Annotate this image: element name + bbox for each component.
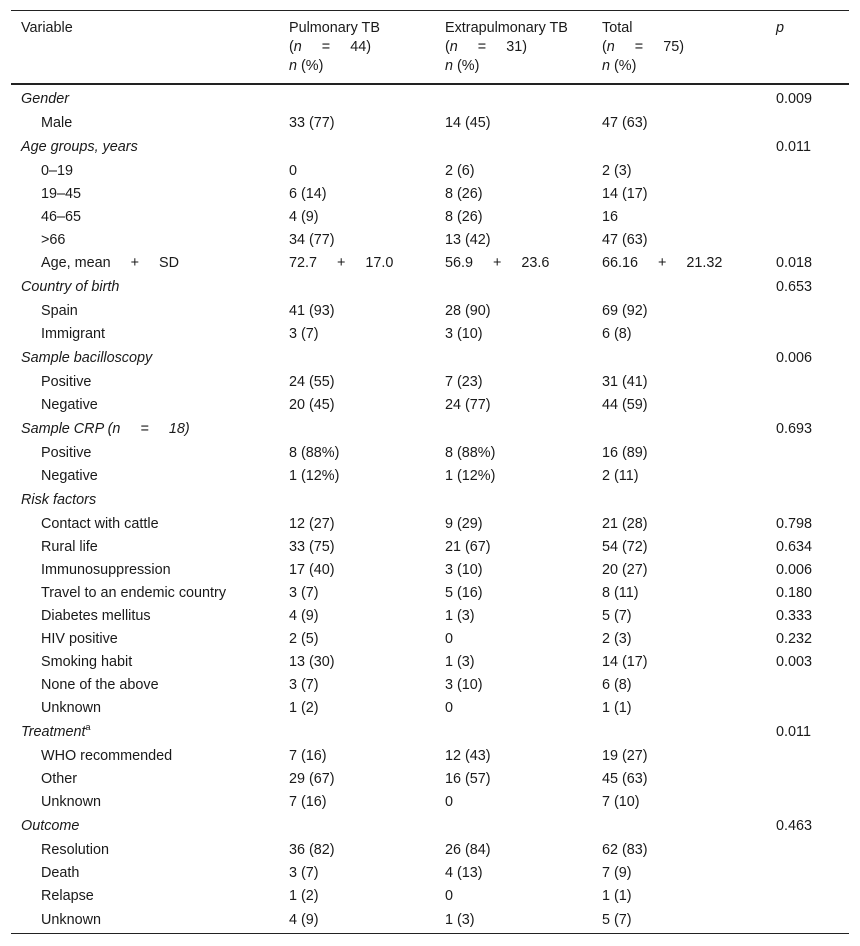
table-row <box>11 371 849 394</box>
cell-p-value <box>766 394 849 417</box>
row-label: Diabetes mellitus <box>41 608 151 624</box>
cell-total <box>592 135 766 160</box>
cell-pulmonary <box>279 720 435 745</box>
table-row <box>11 323 849 346</box>
cell-pulmonary <box>279 814 435 839</box>
cell-pulmonary: 2 (5) <box>289 631 319 647</box>
row-label: Treatment$^a$ <box>21 722 91 740</box>
cell-total <box>592 275 766 300</box>
cell-total <box>592 814 766 839</box>
cell-extrapulmonary: 0 <box>445 888 454 904</box>
cell-p-value: 0.798 <box>776 516 813 532</box>
section-row <box>11 417 849 442</box>
table-row <box>11 697 849 720</box>
cell-total: 21 (28) <box>602 516 648 532</box>
cell-total: 7 (10) <box>602 794 640 810</box>
table-row <box>11 628 849 651</box>
row-label: Rural life <box>41 539 98 555</box>
cell-extrapulmonary <box>435 720 592 745</box>
cell-pulmonary: 0 <box>289 163 298 179</box>
cell-pulmonary: 1 (2) <box>289 700 319 716</box>
row-label: Death <box>41 865 80 881</box>
row-label: WHO recommended <box>41 748 173 764</box>
cell-total: 16 (89) <box>602 445 648 461</box>
cell-extrapulmonary: 56.9 + 23.6 <box>445 255 550 271</box>
cell-p-value: 0.634 <box>776 539 813 555</box>
table-container <box>11 10 849 934</box>
cell-pulmonary: 1 (12%) <box>289 468 340 484</box>
cell-extrapulmonary: 28 (90) <box>445 303 491 319</box>
cell-extrapulmonary <box>435 135 592 160</box>
row-label: Contact with cattle <box>41 516 159 532</box>
row-label: Travel to an endemic country <box>41 585 227 601</box>
cell-extrapulmonary: 16 (57) <box>445 771 491 787</box>
table-row <box>11 605 849 628</box>
section-row <box>11 84 849 112</box>
cell-pulmonary: 24 (55) <box>289 374 335 390</box>
cell-p-value <box>766 442 849 465</box>
cell-total: 69 (92) <box>602 303 648 319</box>
table-row <box>11 839 849 862</box>
table-row <box>11 791 849 814</box>
cell-p-value <box>766 112 849 135</box>
cell-total <box>592 720 766 745</box>
section-row <box>11 346 849 371</box>
cell-p-value: 0.006 <box>776 562 813 578</box>
row-label: Gender <box>21 91 69 107</box>
tb-characteristics-table <box>11 10 849 934</box>
section-row <box>11 488 849 513</box>
cell-pulmonary: 8 (88%) <box>289 445 340 461</box>
cell-pulmonary <box>279 135 435 160</box>
cell-extrapulmonary: 7 (23) <box>445 374 483 390</box>
cell-total: 19 (27) <box>602 748 648 764</box>
row-label: 0–19 <box>41 163 74 179</box>
table-row <box>11 465 849 488</box>
cell-pulmonary: 29 (67) <box>289 771 335 787</box>
cell-p-value: 0.333 <box>776 608 813 624</box>
row-label: Country of birth <box>21 279 120 295</box>
row-label: Other <box>41 771 77 787</box>
row-label: HIV positive <box>41 631 118 647</box>
header-extrapulmonary <box>435 11 592 85</box>
cell-total: 5 (7) <box>602 912 632 928</box>
header-row <box>11 11 849 85</box>
cell-total: 45 (63) <box>602 771 648 787</box>
cell-pulmonary: 12 (27) <box>289 516 335 532</box>
cell-extrapulmonary: 1 (12%) <box>445 468 496 484</box>
table-body <box>11 84 849 934</box>
cell-pulmonary <box>279 488 435 513</box>
cell-extrapulmonary: 0 <box>445 631 454 647</box>
header-total <box>592 11 766 85</box>
cell-pulmonary: 3 (7) <box>289 585 319 601</box>
cell-extrapulmonary: 8 (26) <box>445 209 483 225</box>
cell-pulmonary <box>279 417 435 442</box>
header-extrapulmonary-label: Extrapulmonary TB <box>445 20 568 36</box>
cell-extrapulmonary: 4 (13) <box>445 865 483 881</box>
table-row <box>11 252 849 275</box>
cell-total <box>592 417 766 442</box>
cell-extrapulmonary: 0 <box>445 700 454 716</box>
cell-total: 14 (17) <box>602 654 648 670</box>
cell-p-value: 0.009 <box>776 91 813 107</box>
cell-p-value <box>766 745 849 768</box>
header-total-pct: n (%) <box>602 58 637 74</box>
table-row <box>11 908 849 934</box>
table-row <box>11 394 849 417</box>
section-row <box>11 135 849 160</box>
cell-p-value <box>766 183 849 206</box>
cell-pulmonary <box>279 84 435 112</box>
cell-extrapulmonary <box>435 84 592 112</box>
cell-pulmonary: 17 (40) <box>289 562 335 578</box>
table-row <box>11 300 849 323</box>
row-label: Immunosuppression <box>41 562 171 578</box>
cell-pulmonary: 3 (7) <box>289 865 319 881</box>
cell-total: 7 (9) <box>602 865 632 881</box>
row-label: Outcome <box>21 818 80 834</box>
table-row <box>11 885 849 908</box>
table-row <box>11 674 849 697</box>
cell-total: 1 (1) <box>602 700 632 716</box>
row-label: Spain <box>41 303 78 319</box>
cell-p-value <box>766 839 849 862</box>
table-row <box>11 559 849 582</box>
cell-p-value <box>766 206 849 229</box>
section-row <box>11 814 849 839</box>
row-label: 46–65 <box>41 209 82 225</box>
cell-extrapulmonary: 14 (45) <box>445 115 491 131</box>
row-label: Resolution <box>41 842 109 858</box>
cell-total <box>592 488 766 513</box>
header-total-n: (n = 75) <box>602 39 684 55</box>
row-label: Unknown <box>41 912 101 928</box>
cell-extrapulmonary: 1 (3) <box>445 654 475 670</box>
table-row <box>11 651 849 674</box>
cell-total: 54 (72) <box>602 539 648 555</box>
cell-p-value: 0.232 <box>776 631 813 647</box>
cell-extrapulmonary: 0 <box>445 794 454 810</box>
cell-p-value <box>766 768 849 791</box>
cell-total: 1 (1) <box>602 888 632 904</box>
cell-p-value <box>766 160 849 183</box>
table-row <box>11 229 849 252</box>
cell-pulmonary: 3 (7) <box>289 326 319 342</box>
cell-p-value: 0.693 <box>776 421 813 437</box>
cell-pulmonary: 72.7 + 17.0 <box>289 255 394 271</box>
section-row <box>11 275 849 300</box>
cell-p-value: 0.006 <box>776 350 813 366</box>
header-extrapulmonary-pct: n (%) <box>445 58 480 74</box>
cell-extrapulmonary <box>435 275 592 300</box>
cell-total: 6 (8) <box>602 326 632 342</box>
table-header <box>11 11 849 85</box>
header-pulmonary-n: (n = 44) <box>289 39 371 55</box>
section-row <box>11 720 849 745</box>
cell-pulmonary: 33 (77) <box>289 115 335 131</box>
cell-pulmonary: 4 (9) <box>289 209 319 225</box>
table-row <box>11 183 849 206</box>
cell-total: 20 (27) <box>602 562 648 578</box>
row-label: None of the above <box>41 677 159 693</box>
cell-p-value: 0.011 <box>776 139 811 155</box>
cell-extrapulmonary: 13 (42) <box>445 232 491 248</box>
cell-pulmonary <box>279 346 435 371</box>
table-row <box>11 442 849 465</box>
cell-pulmonary: 13 (30) <box>289 654 335 670</box>
cell-extrapulmonary: 1 (3) <box>445 912 475 928</box>
cell-extrapulmonary: 5 (16) <box>445 585 483 601</box>
cell-extrapulmonary <box>435 346 592 371</box>
row-label: Unknown <box>41 794 101 810</box>
cell-extrapulmonary: 9 (29) <box>445 516 483 532</box>
header-extrapulmonary-n: (n = 31) <box>445 39 527 55</box>
cell-total: 66.16 + 21.32 <box>602 255 723 271</box>
row-label: Positive <box>41 374 92 390</box>
cell-total: 5 (7) <box>602 608 632 624</box>
table-row <box>11 745 849 768</box>
cell-p-value <box>766 908 849 934</box>
table-row <box>11 206 849 229</box>
row-label: Immigrant <box>41 326 105 342</box>
cell-p-value <box>766 885 849 908</box>
row-label: Smoking habit <box>41 654 133 670</box>
cell-pulmonary: 34 (77) <box>289 232 335 248</box>
footnote-marker: a <box>85 722 91 733</box>
header-pulmonary-label: Pulmonary TB <box>289 20 380 36</box>
table-row <box>11 112 849 135</box>
cell-extrapulmonary: 12 (43) <box>445 748 491 764</box>
cell-p-value <box>766 229 849 252</box>
row-label: Negative <box>41 397 98 413</box>
header-pulmonary-pct: n (%) <box>289 58 324 74</box>
row-label: Sample bacilloscopy <box>21 350 153 366</box>
cell-extrapulmonary <box>435 814 592 839</box>
cell-p-value: 0.003 <box>776 654 813 670</box>
cell-pulmonary: 41 (93) <box>289 303 335 319</box>
cell-extrapulmonary: 1 (3) <box>445 608 475 624</box>
cell-total: 44 (59) <box>602 397 648 413</box>
table-row <box>11 160 849 183</box>
table-row <box>11 513 849 536</box>
cell-p-value <box>766 465 849 488</box>
cell-pulmonary: 4 (9) <box>289 608 319 624</box>
cell-pulmonary: 6 (14) <box>289 186 327 202</box>
cell-total <box>592 346 766 371</box>
cell-pulmonary: 4 (9) <box>289 912 319 928</box>
row-label: Negative <box>41 468 98 484</box>
cell-p-value <box>766 323 849 346</box>
cell-pulmonary: 3 (7) <box>289 677 319 693</box>
cell-p-value <box>766 862 849 885</box>
cell-extrapulmonary: 2 (6) <box>445 163 475 179</box>
cell-extrapulmonary: 26 (84) <box>445 842 491 858</box>
cell-pulmonary: 20 (45) <box>289 397 335 413</box>
cell-pulmonary: 7 (16) <box>289 794 327 810</box>
row-label: 19–45 <box>41 186 82 202</box>
cell-total: 47 (63) <box>602 115 648 131</box>
cell-p-value: 0.653 <box>776 279 813 295</box>
cell-extrapulmonary: 21 (67) <box>445 539 491 555</box>
row-label: Sample CRP (n = 18) <box>21 421 190 437</box>
cell-total: 6 (8) <box>602 677 632 693</box>
row-label: Relapse <box>41 888 94 904</box>
cell-pulmonary: 7 (16) <box>289 748 327 764</box>
row-label: Age groups, years <box>21 139 138 155</box>
cell-p-value <box>766 488 849 513</box>
table-row <box>11 582 849 605</box>
header-pulmonary <box>279 11 435 85</box>
cell-p-value: 0.180 <box>776 585 813 601</box>
row-label: Unknown <box>41 700 101 716</box>
cell-p-value: 0.463 <box>776 818 813 834</box>
cell-total: 62 (83) <box>602 842 648 858</box>
cell-extrapulmonary: 8 (26) <box>445 186 483 202</box>
cell-extrapulmonary <box>435 417 592 442</box>
cell-extrapulmonary: 3 (10) <box>445 562 483 578</box>
cell-p-value: 0.018 <box>776 255 813 271</box>
table-row <box>11 862 849 885</box>
cell-p-value: 0.011 <box>776 724 811 740</box>
cell-total: 2 (3) <box>602 163 632 179</box>
cell-extrapulmonary: 8 (88%) <box>445 445 496 461</box>
cell-total: 8 (11) <box>602 585 639 601</box>
cell-total: 31 (41) <box>602 374 648 390</box>
header-total-label: Total <box>602 20 633 36</box>
cell-total: 14 (17) <box>602 186 648 202</box>
cell-pulmonary: 1 (2) <box>289 888 319 904</box>
cell-pulmonary: 33 (75) <box>289 539 335 555</box>
cell-total: 2 (11) <box>602 468 639 484</box>
row-label: Risk factors <box>21 492 97 508</box>
table-row <box>11 768 849 791</box>
cell-p-value <box>766 300 849 323</box>
table-row <box>11 536 849 559</box>
cell-pulmonary: 36 (82) <box>289 842 335 858</box>
cell-total: 2 (3) <box>602 631 632 647</box>
cell-total: 16 <box>602 209 619 225</box>
row-label: Age, mean + SD <box>41 255 179 271</box>
cell-extrapulmonary: 3 (10) <box>445 677 483 693</box>
cell-pulmonary <box>279 275 435 300</box>
cell-extrapulmonary: 3 (10) <box>445 326 483 342</box>
cell-total <box>592 84 766 112</box>
row-label: Male <box>41 115 73 131</box>
cell-extrapulmonary <box>435 488 592 513</box>
cell-p-value <box>766 371 849 394</box>
cell-p-value <box>766 697 849 720</box>
cell-p-value <box>766 674 849 697</box>
cell-total: 47 (63) <box>602 232 648 248</box>
row-label: >66 <box>41 232 66 248</box>
header-variable: Variable <box>21 20 73 36</box>
cell-extrapulmonary: 24 (77) <box>445 397 491 413</box>
header-p-value: p <box>776 20 785 36</box>
cell-p-value <box>766 791 849 814</box>
row-label: Positive <box>41 445 92 461</box>
